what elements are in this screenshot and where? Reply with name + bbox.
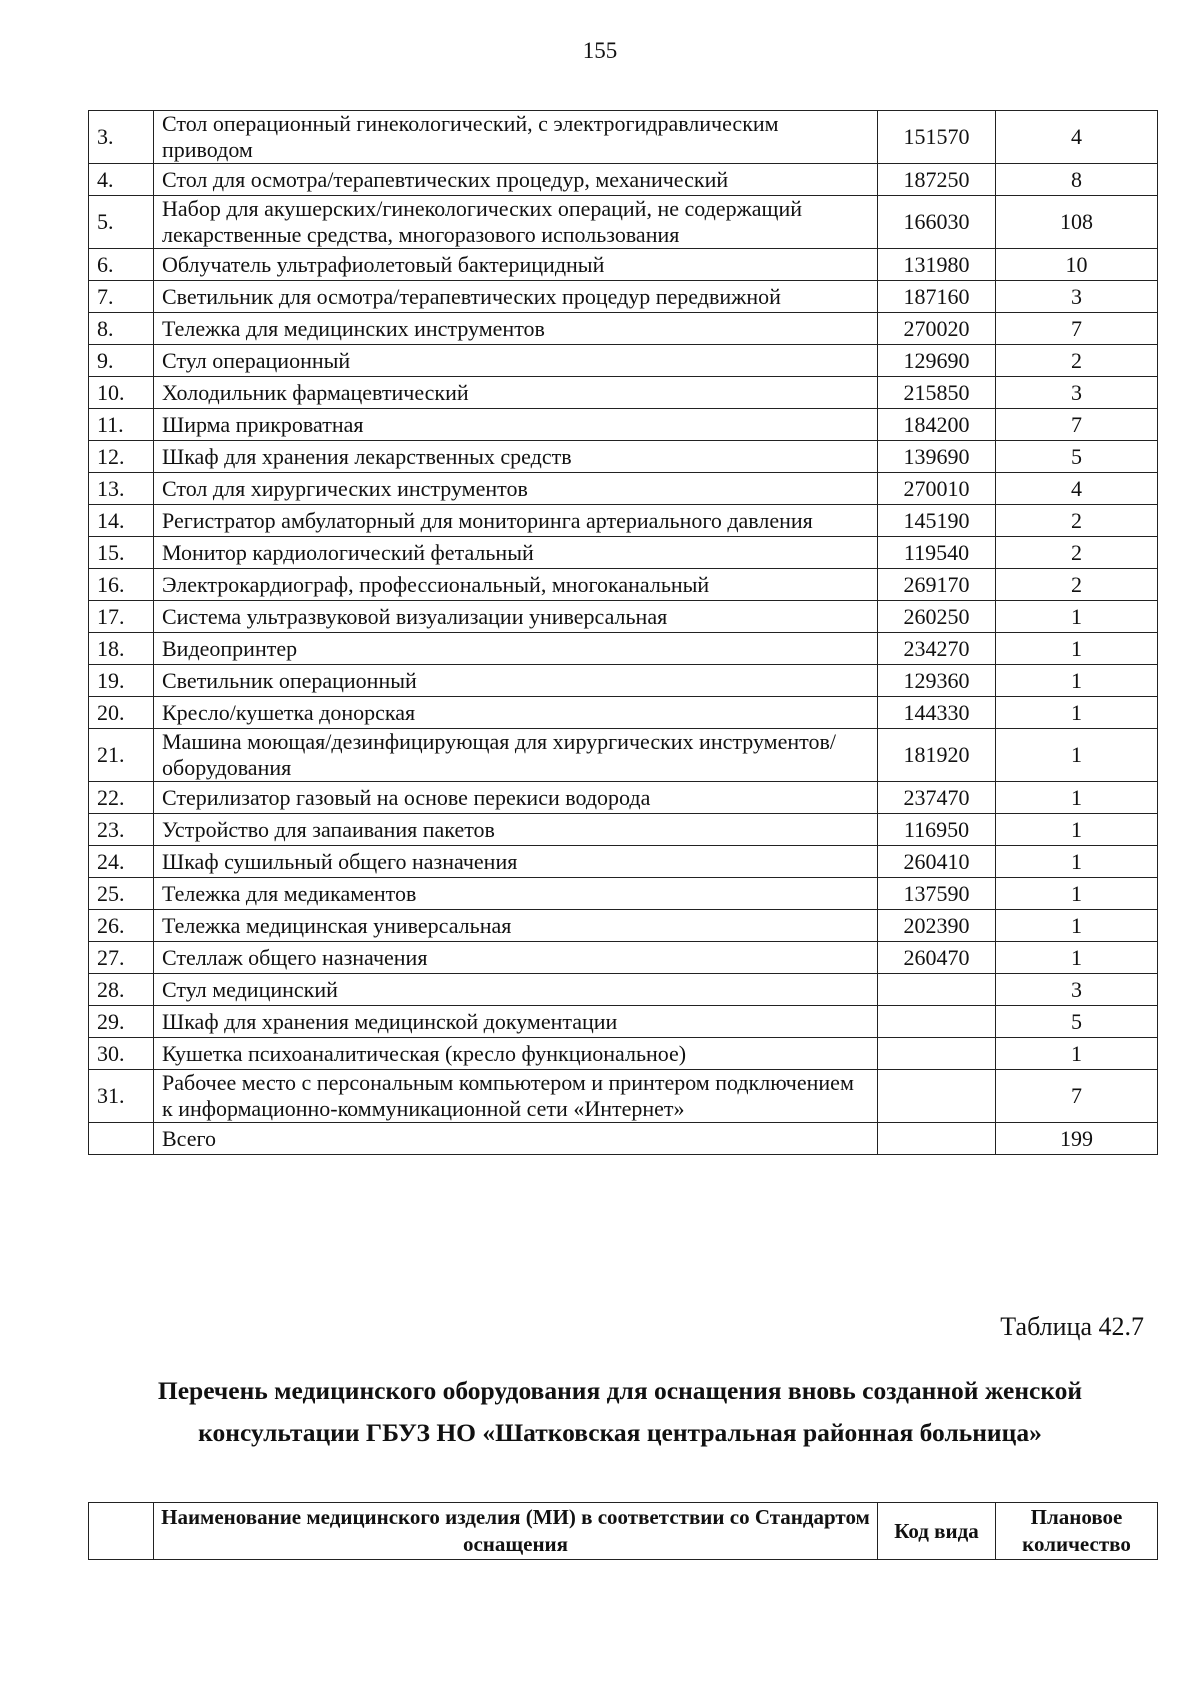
row-name: Ширма прикроватная [154, 409, 878, 441]
row-quantity: 5 [996, 1006, 1158, 1038]
page-number: 155 [582, 38, 618, 63]
row-code: 145190 [878, 505, 996, 537]
table-row [89, 473, 1158, 505]
row-quantity: 7 [996, 409, 1158, 441]
row-code: 187160 [878, 281, 996, 313]
row-number: 23. [89, 814, 154, 846]
table-row [89, 878, 1158, 910]
row-number: 28. [89, 974, 154, 1006]
row-number: 5. [89, 196, 154, 249]
table-row [89, 345, 1158, 377]
row-quantity: 1 [996, 942, 1158, 974]
row-number: 6. [89, 249, 154, 281]
row-quantity: 1 [996, 601, 1158, 633]
row-quantity: 1 [996, 878, 1158, 910]
row-name: Тележка для медицинских инструментов [154, 313, 878, 345]
row-code [878, 974, 996, 1006]
row-quantity: 7 [996, 1070, 1158, 1123]
row-name: Монитор кардиологический фетальный [154, 537, 878, 569]
row-name: Всего [154, 1123, 878, 1155]
row-quantity: 3 [996, 377, 1158, 409]
row-number: 25. [89, 878, 154, 910]
row-code: 237470 [878, 782, 996, 814]
row-quantity: 1 [996, 814, 1158, 846]
row-quantity: 5 [996, 441, 1158, 473]
next-table-header [88, 1502, 1158, 1560]
row-name: Электрокардиограф, профессиональный, многоканальный [154, 569, 878, 601]
header-row [89, 1503, 1158, 1560]
row-name: Устройство для запаивания пакетов [154, 814, 878, 846]
row-number: 17. [89, 601, 154, 633]
row-name: Тележка медицинская универсальная [154, 910, 878, 942]
row-name: Шкаф для хранения лекарственных средств [154, 441, 878, 473]
row-name: Шкаф сушильный общего назначения [154, 846, 878, 878]
row-code [878, 1006, 996, 1038]
row-name: Светильник для осмотра/терапевтических процедур передвижной [154, 281, 878, 313]
row-quantity: 7 [996, 313, 1158, 345]
header-code: Код вида [878, 1503, 996, 1560]
row-number: 18. [89, 633, 154, 665]
row-name: Шкаф для хранения медицинской документации [154, 1006, 878, 1038]
row-quantity: 4 [996, 473, 1158, 505]
table-row [89, 1123, 1158, 1155]
row-quantity: 108 [996, 196, 1158, 249]
row-number: 16. [89, 569, 154, 601]
row-code [878, 1123, 996, 1155]
equipment-table [88, 110, 1158, 1155]
row-code: 270020 [878, 313, 996, 345]
row-name: Стул медицинский [154, 974, 878, 1006]
row-code: 166030 [878, 196, 996, 249]
table-row [89, 1006, 1158, 1038]
row-quantity: 2 [996, 569, 1158, 601]
row-code: 260410 [878, 846, 996, 878]
row-quantity: 2 [996, 345, 1158, 377]
table-row [89, 1038, 1158, 1070]
row-number: 10. [89, 377, 154, 409]
row-number [89, 1123, 154, 1155]
row-quantity: 1 [996, 697, 1158, 729]
row-code: 202390 [878, 910, 996, 942]
row-code: 260470 [878, 942, 996, 974]
table-row [89, 249, 1158, 281]
table-caption: Таблица 42.7 [1000, 1312, 1144, 1341]
table-row [89, 974, 1158, 1006]
row-quantity: 1 [996, 665, 1158, 697]
table-title: Перечень медицинского оборудования для оснащения вновь созданной женской консультации ГБУЗ НО «Шатковская центральная районная больница» [157, 1376, 1083, 1447]
row-name: Кресло/кушетка донорская [154, 697, 878, 729]
row-code [878, 1070, 996, 1123]
row-code: 151570 [878, 111, 996, 164]
row-quantity: 4 [996, 111, 1158, 164]
table-row [89, 281, 1158, 313]
row-code: 119540 [878, 537, 996, 569]
table-row [89, 601, 1158, 633]
row-name: Машина моющая/дезинфицирующая для хирургических инструментов/оборудования [154, 729, 878, 782]
row-code: 270010 [878, 473, 996, 505]
row-code: 269170 [878, 569, 996, 601]
header-name: Наименование медицинского изделия (МИ) в соответствии со Стандартом оснащения [154, 1503, 878, 1560]
row-number: 24. [89, 846, 154, 878]
table-row [89, 441, 1158, 473]
row-code: 260250 [878, 601, 996, 633]
row-code: 116950 [878, 814, 996, 846]
table-row [89, 196, 1158, 249]
table-row [89, 537, 1158, 569]
row-code: 181920 [878, 729, 996, 782]
row-quantity: 3 [996, 974, 1158, 1006]
row-name: Рабочее место с персональным компьютером и принтером подключением к информационно-коммуникационной сети «Интернет» [154, 1070, 878, 1123]
table-row [89, 942, 1158, 974]
row-quantity: 2 [996, 505, 1158, 537]
row-code: 144330 [878, 697, 996, 729]
row-number: 8. [89, 313, 154, 345]
row-quantity: 1 [996, 633, 1158, 665]
row-name: Система ультразвуковой визуализации универсальная [154, 601, 878, 633]
row-number: 7. [89, 281, 154, 313]
row-number: 29. [89, 1006, 154, 1038]
table-row [89, 910, 1158, 942]
header-qty: Плановое количество [996, 1503, 1158, 1560]
row-name: Стол операционный гинекологический, с электрогидравлическим приводом [154, 111, 878, 164]
row-name: Стул операционный [154, 345, 878, 377]
row-code: 215850 [878, 377, 996, 409]
row-number: 14. [89, 505, 154, 537]
row-quantity: 8 [996, 164, 1158, 196]
table-row [89, 814, 1158, 846]
row-name: Облучатель ультрафиолетовый бактерицидный [154, 249, 878, 281]
row-number: 15. [89, 537, 154, 569]
row-name: Стол для осмотра/терапевтических процедур, механический [154, 164, 878, 196]
table-row [89, 729, 1158, 782]
row-number: 9. [89, 345, 154, 377]
table-row [89, 697, 1158, 729]
table-row [89, 505, 1158, 537]
row-number: 27. [89, 942, 154, 974]
table-row [89, 111, 1158, 164]
row-number: 20. [89, 697, 154, 729]
row-name: Видеопринтер [154, 633, 878, 665]
row-code: 234270 [878, 633, 996, 665]
table-row [89, 782, 1158, 814]
row-code [878, 1038, 996, 1070]
table-row [89, 665, 1158, 697]
row-code: 139690 [878, 441, 996, 473]
row-name: Стеллаж общего назначения [154, 942, 878, 974]
row-quantity: 1 [996, 1038, 1158, 1070]
row-name: Стерилизатор газовый на основе перекиси водорода [154, 782, 878, 814]
row-quantity: 3 [996, 281, 1158, 313]
row-name: Светильник операционный [154, 665, 878, 697]
row-quantity: 10 [996, 249, 1158, 281]
table-row [89, 409, 1158, 441]
row-code: 129360 [878, 665, 996, 697]
row-quantity: 1 [996, 729, 1158, 782]
row-name: Тележка для медикаментов [154, 878, 878, 910]
table-row [89, 313, 1158, 345]
row-name: Набор для акушерских/гинекологических операций, не содержащий лекарственные средства, многоразового использования [154, 196, 878, 249]
row-name: Регистратор амбулаторный для мониторинга артериального давления [154, 505, 878, 537]
row-name: Стол для хирургических инструментов [154, 473, 878, 505]
row-code: 187250 [878, 164, 996, 196]
row-name: Холодильник фармацевтический [154, 377, 878, 409]
row-quantity: 1 [996, 782, 1158, 814]
row-quantity: 1 [996, 846, 1158, 878]
row-number: 31. [89, 1070, 154, 1123]
table-row [89, 569, 1158, 601]
row-number: 21. [89, 729, 154, 782]
row-name: Кушетка психоаналитическая (кресло функциональное) [154, 1038, 878, 1070]
row-code: 184200 [878, 409, 996, 441]
row-number: 12. [89, 441, 154, 473]
table-row [89, 1070, 1158, 1123]
row-number: 13. [89, 473, 154, 505]
row-code: 129690 [878, 345, 996, 377]
table-row [89, 164, 1158, 196]
row-quantity: 199 [996, 1123, 1158, 1155]
table-row [89, 846, 1158, 878]
row-code: 131980 [878, 249, 996, 281]
row-code: 137590 [878, 878, 996, 910]
header-num [89, 1503, 154, 1560]
row-quantity: 1 [996, 910, 1158, 942]
row-number: 26. [89, 910, 154, 942]
table-row [89, 377, 1158, 409]
row-number: 19. [89, 665, 154, 697]
row-number: 30. [89, 1038, 154, 1070]
row-number: 3. [89, 111, 154, 164]
table-row [89, 633, 1158, 665]
row-number: 4. [89, 164, 154, 196]
row-quantity: 2 [996, 537, 1158, 569]
row-number: 22. [89, 782, 154, 814]
row-number: 11. [89, 409, 154, 441]
